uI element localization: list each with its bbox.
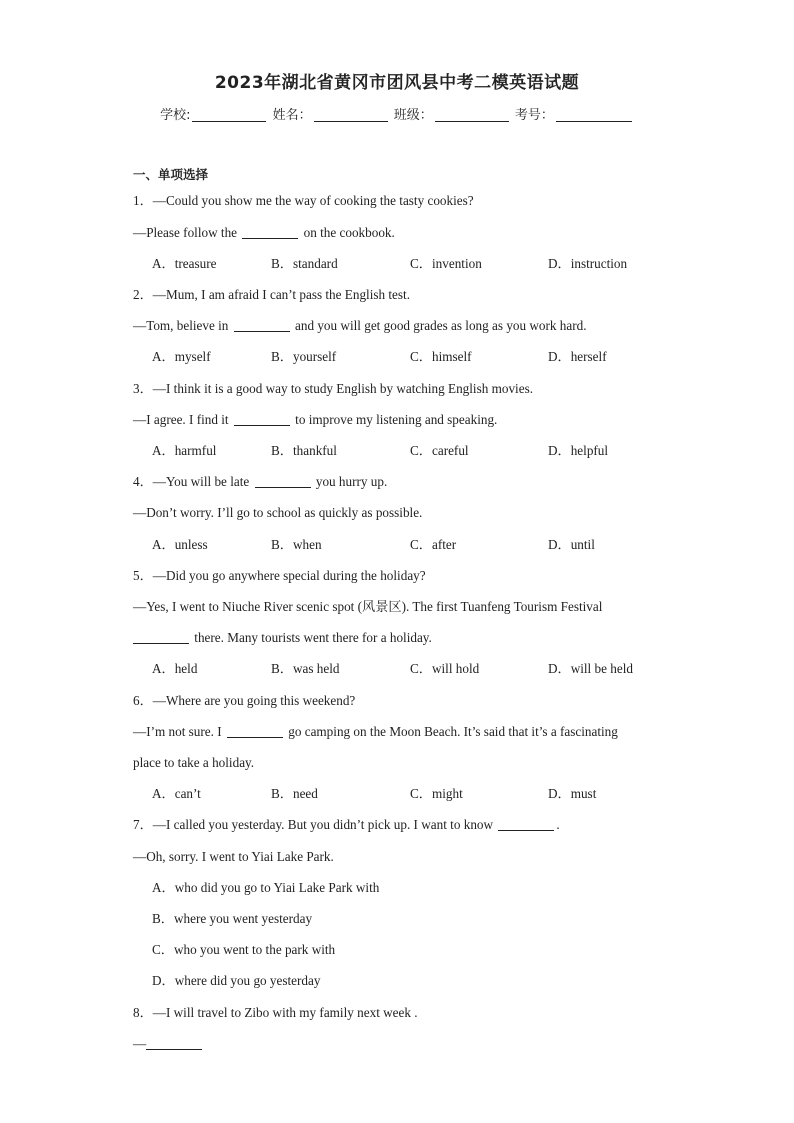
section-heading: 一、单项选择 [133, 167, 209, 182]
student-info-line [0, 104, 794, 123]
question-2-option-d[interactable]: D．herself [548, 349, 607, 364]
school-blank[interactable] [192, 107, 266, 122]
question-6-option-a[interactable]: A．can’t [152, 786, 201, 801]
question-4-blank [255, 475, 311, 488]
question-3-option-c[interactable]: C．careful [410, 443, 469, 458]
question-5-option-a[interactable]: A．held [152, 661, 198, 676]
name-blank[interactable] [314, 107, 388, 122]
question-4-option-a[interactable]: A．unless [152, 537, 208, 552]
question-6-option-b[interactable]: B．need [271, 786, 318, 801]
question-7-blank [498, 818, 554, 831]
question-1-response-end: on the cookbook. [303, 225, 395, 240]
question-7-response: —Oh, sorry. I went to Yiai Lake Park. [133, 849, 334, 864]
question-3-response-end: to improve my listening and speaking. [295, 412, 498, 427]
question-5-response-cont [133, 630, 432, 646]
question-2-option-b[interactable]: B．yourself [271, 349, 337, 364]
question-7-option-d[interactable]: D．where did you go yesterday [152, 973, 321, 988]
question-1-option-c[interactable]: C．invention [410, 256, 482, 271]
question-7-option-c[interactable]: C．who you went to the park with [152, 942, 336, 957]
question-6-option-c[interactable]: C．might [410, 786, 463, 801]
question-1-blank [242, 226, 298, 239]
question-7-option-b[interactable]: B．where you went yesterday [152, 911, 313, 926]
question-7-prompt-start: 7．—I called you yesterday. But you didn’t pick up. I want to know [133, 817, 494, 832]
question-7-prompt [133, 817, 560, 833]
question-5-response-end: there. Many tourists went there for a holiday. [194, 630, 432, 645]
question-4-prompt-start: 4．—You will be late [133, 474, 250, 489]
question-5-option-b[interactable]: B．was held [271, 661, 340, 676]
class-label: 班级： [393, 108, 433, 123]
question-3-blank [234, 413, 290, 426]
question-4-response: —Don’t worry. I’ll go to school as quickly as possible. [133, 505, 423, 520]
question-3-prompt: 3．—I think it is a good way to study English by watching English movies. [133, 381, 533, 396]
question-3-response [133, 412, 497, 428]
question-5-option-c[interactable]: C．will hold [410, 661, 480, 676]
question-6-response [133, 724, 618, 740]
question-5-blank [133, 631, 189, 644]
question-2-blank [234, 319, 290, 332]
question-1-response [133, 225, 395, 241]
question-5-option-d[interactable]: D．will be held [548, 661, 633, 676]
question-2-prompt: 2．—Mum, I am afraid I can’t pass the English test. [133, 287, 411, 302]
question-8-response [133, 1036, 204, 1052]
question-6-blank [227, 725, 283, 738]
question-4-option-c[interactable]: C．after [410, 537, 457, 552]
question-4-option-d[interactable]: D．until [548, 537, 595, 552]
question-3-option-b[interactable]: B．thankful [271, 443, 337, 458]
question-2-option-c[interactable]: C．himself [410, 349, 472, 364]
question-1-option-b[interactable]: B．standard [271, 256, 338, 271]
question-4-prompt [133, 474, 387, 490]
question-5-response: —Yes, I went to Niuche River scenic spot (风景区). The first Tuanfeng Tourism Festival [133, 599, 603, 614]
number-blank[interactable] [556, 107, 632, 122]
question-6-response-end: go camping on the Moon Beach. It’s said that it’s a fascinating [288, 724, 618, 739]
class-blank[interactable] [435, 107, 509, 122]
question-3-option-a[interactable]: A．harmful [152, 443, 217, 458]
question-6-prompt: 6．—Where are you going this weekend? [133, 693, 356, 708]
question-3-response-start: —I agree. I find it [133, 412, 229, 427]
school-label: 学校: [160, 108, 191, 123]
question-2-response-end: and you will get good grades as long as you work hard. [295, 318, 587, 333]
question-6-response-cont: place to take a holiday. [133, 755, 255, 770]
question-3-option-d[interactable]: D．helpful [548, 443, 609, 458]
question-2-response-start: —Tom, believe in [133, 318, 229, 333]
question-4-option-b[interactable]: B．when [271, 537, 322, 552]
question-4-prompt-end: you hurry up. [315, 474, 388, 489]
question-7-option-a[interactable]: A．who did you go to Yiai Lake Park with [152, 880, 380, 895]
question-6-option-d[interactable]: D．must [548, 786, 597, 801]
question-8-prompt: 8．—I will travel to Zibo with my family next week . [133, 1005, 418, 1020]
question-8-blank [146, 1037, 202, 1050]
question-1-prompt: 1．—Could you show me the way of cooking the tasty cookies? [133, 193, 474, 208]
question-1-response-start: —Please follow the [133, 225, 238, 240]
number-label: 考号： [514, 108, 554, 123]
question-1-option-a[interactable]: A．treasure [152, 256, 217, 271]
question-5-prompt: 5．—Did you go anywhere special during the holiday? [133, 568, 426, 583]
question-1-option-d[interactable]: D．instruction [548, 256, 628, 271]
question-2-response [133, 318, 587, 334]
question-2-option-a[interactable]: A．myself [152, 349, 211, 364]
question-6-response-start: —I’m not sure. I [133, 724, 222, 739]
question-7-prompt-end: . [556, 817, 560, 832]
name-label: 姓名： [272, 108, 312, 123]
exam-title: 2023年湖北省黄冈市团风县中考二模英语试题 [214, 73, 580, 93]
question-8-response-start: — [133, 1036, 147, 1051]
